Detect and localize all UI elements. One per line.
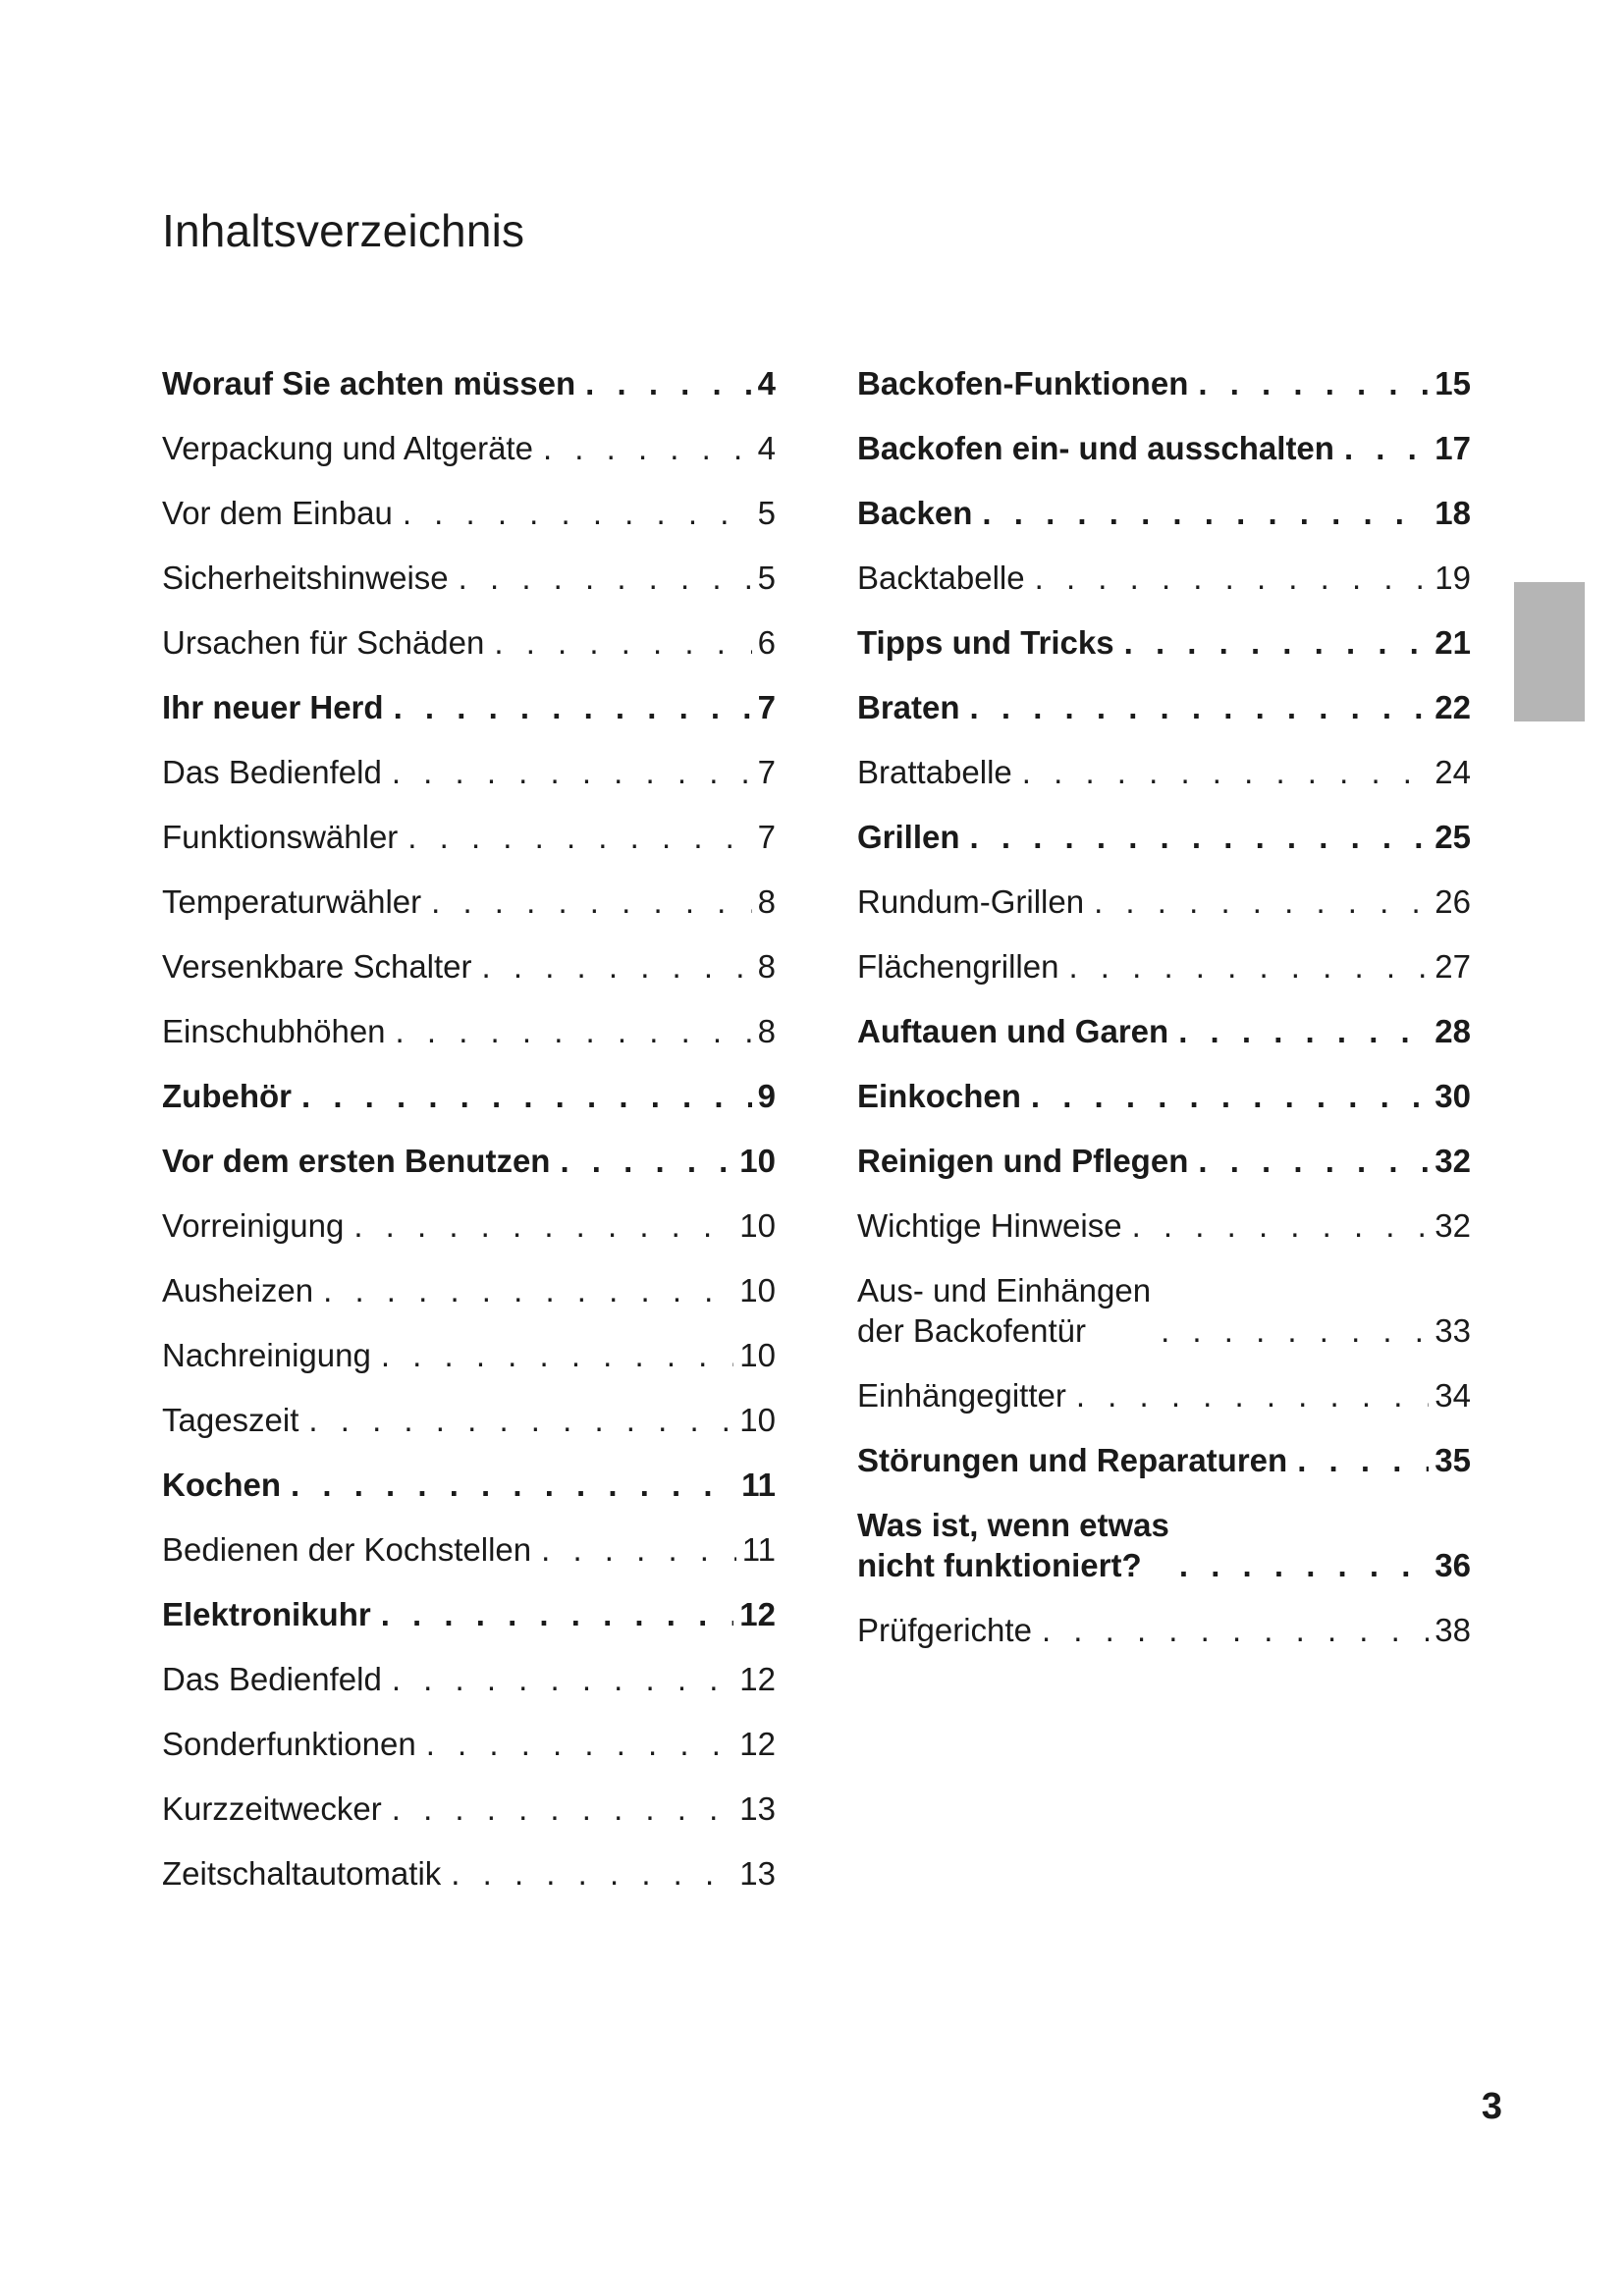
toc-entry-title — [162, 1465, 281, 1505]
toc-entry — [857, 1116, 1471, 1181]
toc-entry-page: 33 — [1435, 1312, 1471, 1349]
toc-entry-page: 13 — [739, 1855, 776, 1892]
dot-leader — [482, 946, 752, 987]
toc-entry-label: Versenkbare Schalter — [162, 948, 472, 985]
toc-entry-title — [857, 1141, 1188, 1181]
toc-entry — [857, 792, 1471, 857]
toc-entry-page: 4 — [757, 430, 776, 466]
toc-entry-label: Elektronikuhr — [162, 1596, 371, 1632]
toc-entry-title — [857, 493, 972, 533]
dot-leader — [323, 1270, 733, 1310]
toc-entry-label: Backtabelle — [857, 560, 1025, 596]
toc-entry-label: Ausheizen — [162, 1272, 314, 1308]
toc-entry — [857, 598, 1471, 663]
toc-entry — [162, 1181, 776, 1246]
toc-entry — [857, 1585, 1471, 1650]
toc-entry-page: 12 — [739, 1726, 776, 1762]
toc-entry-page: 5 — [757, 495, 776, 531]
toc-entry — [857, 1051, 1471, 1116]
section-tab-marker — [1514, 582, 1585, 721]
dot-leader — [982, 493, 1429, 533]
toc-entry-label: Zubehör — [162, 1078, 292, 1114]
toc-entry — [162, 1570, 776, 1634]
toc-entry — [162, 339, 776, 403]
toc-entry-page: 7 — [757, 819, 776, 855]
toc-entry — [162, 1051, 776, 1116]
dot-leader — [1042, 1610, 1429, 1650]
toc-entry — [162, 533, 776, 598]
page-title: Inhaltsverzeichnis — [162, 205, 525, 256]
dot-leader — [1031, 1076, 1429, 1116]
toc-entry — [162, 922, 776, 987]
toc-entry-title — [857, 881, 1084, 922]
toc-entry-title — [162, 1335, 371, 1375]
toc-entry — [162, 1764, 776, 1829]
toc-entry-title — [162, 1205, 344, 1246]
dot-leader — [1094, 881, 1429, 922]
toc-entry — [162, 1116, 776, 1181]
dot-leader — [543, 428, 752, 468]
toc-entry-label: Reinigen und Pflegen — [857, 1143, 1189, 1179]
toc-entry — [857, 1181, 1471, 1246]
toc-entry-page: 13 — [739, 1790, 776, 1827]
toc-entry-label: Rundum-Grillen — [857, 883, 1085, 920]
toc-entry-title — [162, 363, 575, 403]
toc-entry — [162, 1634, 776, 1699]
toc-entry-title — [857, 1505, 1169, 1585]
toc-entry-label: Backen — [857, 495, 973, 531]
toc-entry-title — [162, 1594, 371, 1634]
toc-entry-title — [162, 428, 533, 468]
toc-entry-label: Worauf Sie achten müssen — [162, 365, 576, 401]
toc-entry-page: 10 — [739, 1402, 776, 1438]
dot-leader — [1344, 428, 1429, 468]
toc-entry-page: 9 — [757, 1078, 776, 1114]
toc-entry — [857, 663, 1471, 727]
toc-entry-page: 30 — [1435, 1078, 1471, 1114]
dot-leader — [494, 622, 751, 663]
dot-leader — [1035, 558, 1430, 598]
dot-leader — [1124, 622, 1430, 663]
toc-entry-label: nicht funktioniert? — [857, 1547, 1142, 1583]
dot-leader — [1198, 1141, 1429, 1181]
toc-entry-page: 32 — [1435, 1207, 1471, 1244]
toc-entry-page: 18 — [1435, 495, 1471, 531]
dot-leader — [585, 363, 751, 403]
toc-entry-label: Verpackung und Altgeräte — [162, 430, 533, 466]
toc-entry-label: Backofen-Funktionen — [857, 365, 1189, 401]
toc-entry-label: Sicherheitshinweise — [162, 560, 449, 596]
toc-entry-page: 10 — [739, 1143, 776, 1179]
toc-entry-label: Das Bedienfeld — [162, 754, 382, 790]
toc-entry-page: 24 — [1435, 754, 1471, 790]
toc-entry-label: Kurzzeitwecker — [162, 1790, 382, 1827]
dot-leader — [1132, 1205, 1430, 1246]
toc-entry-page: 10 — [739, 1337, 776, 1373]
toc-entry-page: 4 — [757, 365, 776, 401]
toc-entry-label-lead: Was ist, wenn etwas — [857, 1507, 1169, 1543]
dot-leader — [396, 1011, 752, 1051]
toc-entry-label: Backofen ein- und ausschalten — [857, 430, 1334, 466]
toc-entry — [162, 1246, 776, 1310]
toc-entry-page: 38 — [1435, 1612, 1471, 1648]
toc-entry — [857, 922, 1471, 987]
dot-leader — [1198, 363, 1429, 403]
dot-leader — [403, 493, 752, 533]
toc-entry-title — [857, 363, 1188, 403]
dot-leader — [392, 1659, 733, 1699]
dot-leader — [1297, 1440, 1429, 1480]
toc-entry-label: Temperaturwähler — [162, 883, 422, 920]
toc-entry — [857, 1415, 1471, 1480]
toc-entry — [162, 727, 776, 792]
toc-entry-title — [162, 493, 393, 533]
toc-entry-page: 12 — [739, 1661, 776, 1697]
toc-entry-label: Störungen und Reparaturen — [857, 1442, 1288, 1478]
dot-leader — [1022, 752, 1430, 792]
dot-leader — [308, 1400, 733, 1440]
toc-entry-page: 7 — [757, 754, 776, 790]
toc-entry — [162, 1699, 776, 1764]
toc-entry-title — [857, 817, 960, 857]
toc-entry — [162, 663, 776, 727]
toc-entry-title — [857, 1011, 1168, 1051]
toc-entry-title — [857, 622, 1114, 663]
toc-entry — [857, 727, 1471, 792]
toc-entry — [857, 987, 1471, 1051]
toc-entry-title — [162, 881, 421, 922]
toc-entry-title — [162, 622, 484, 663]
toc-entry-title — [162, 1853, 441, 1894]
toc-entry-label: Vor dem ersten Benutzen — [162, 1143, 551, 1179]
toc-entry-page: 17 — [1435, 430, 1471, 466]
toc-entry — [162, 1829, 776, 1894]
toc-entry-title — [162, 1400, 298, 1440]
toc-entry-page: 19 — [1435, 560, 1471, 596]
dot-leader — [541, 1529, 736, 1570]
toc-entry-label-lead: Aus- und Einhängen — [857, 1272, 1152, 1308]
dot-leader — [970, 817, 1430, 857]
toc-entry-page: 8 — [757, 883, 776, 920]
toc-entry-title — [162, 946, 472, 987]
toc-entry-label: Funktionswähler — [162, 819, 399, 855]
dot-leader — [291, 1465, 735, 1505]
toc-entry — [162, 792, 776, 857]
toc-entry-label: Einkochen — [857, 1078, 1021, 1114]
toc-entry-page: 11 — [741, 1467, 776, 1503]
toc-entry-title — [162, 687, 384, 727]
dot-leader — [1161, 1310, 1429, 1351]
dot-leader — [970, 687, 1430, 727]
toc-entry-label: Flächengrillen — [857, 948, 1059, 985]
toc-entry-label: Kochen — [162, 1467, 282, 1503]
toc-entry-page: 26 — [1435, 883, 1471, 920]
toc-entry — [857, 1246, 1471, 1351]
toc-entry-page: 15 — [1435, 365, 1471, 401]
toc-entry-title — [857, 1270, 1151, 1351]
toc-entry — [857, 857, 1471, 922]
dot-leader — [392, 1789, 734, 1829]
toc-entry-label: Ihr neuer Herd — [162, 689, 384, 725]
toc-entry — [857, 1351, 1471, 1415]
toc-entry-title — [162, 752, 382, 792]
dot-leader — [431, 881, 752, 922]
toc-entry-label: Bedienen der Kochstellen — [162, 1531, 532, 1568]
dot-leader — [426, 1724, 734, 1764]
toc-entry-title — [857, 1440, 1287, 1480]
dot-leader — [301, 1076, 752, 1116]
toc-entry-title — [162, 558, 449, 598]
toc-entry-title — [857, 1205, 1122, 1246]
toc-entry — [857, 533, 1471, 598]
toc-entry-page: 27 — [1435, 948, 1471, 985]
toc-entry-label: Einhängegitter — [857, 1377, 1066, 1414]
toc-entry-title — [162, 1529, 531, 1570]
toc-entry-title — [857, 752, 1012, 792]
toc-entry-label: Zeitschaltautomatik — [162, 1855, 442, 1892]
toc-entry — [857, 468, 1471, 533]
toc-left-column — [162, 339, 776, 1894]
toc-entry-page: 25 — [1435, 819, 1471, 855]
toc-entry-title — [857, 558, 1025, 598]
toc-entry-title — [857, 1610, 1032, 1650]
toc-entry — [857, 403, 1471, 468]
toc-entry-label: Tipps und Tricks — [857, 624, 1114, 661]
toc-entry-page: 8 — [757, 948, 776, 985]
toc-entry-label: Ursachen für Schäden — [162, 624, 485, 661]
toc-entry-title — [162, 1789, 382, 1829]
toc-entry-page: 6 — [757, 624, 776, 661]
toc-entry-page: 34 — [1435, 1377, 1471, 1414]
toc-entry-page: 5 — [757, 560, 776, 596]
toc-entry — [162, 468, 776, 533]
dot-leader — [353, 1205, 733, 1246]
toc-entry-label: Brattabelle — [857, 754, 1012, 790]
toc-entry-label: Einschubhöhen — [162, 1013, 386, 1049]
toc-entry — [162, 403, 776, 468]
toc-entry-label: Vor dem Einbau — [162, 495, 393, 531]
toc-entry-label: Das Bedienfeld — [162, 1661, 382, 1697]
toc-entry-page: 22 — [1435, 689, 1471, 725]
dot-leader — [560, 1141, 733, 1181]
toc-entry — [162, 598, 776, 663]
dot-leader — [1068, 946, 1429, 987]
dot-leader — [381, 1335, 733, 1375]
toc-entry — [162, 857, 776, 922]
dot-leader — [459, 558, 752, 598]
toc-entry-label: der Backofentür — [857, 1312, 1086, 1349]
toc-entry — [857, 339, 1471, 403]
dot-leader — [407, 817, 751, 857]
toc-entry-page: 11 — [741, 1531, 776, 1568]
toc-entry — [162, 1375, 776, 1440]
toc-entry — [162, 1310, 776, 1375]
toc-entry-page: 7 — [757, 689, 776, 725]
page-number: 3 — [1481, 2086, 1502, 2127]
dot-leader — [1178, 1011, 1429, 1051]
dot-leader — [451, 1853, 733, 1894]
toc-entry-page: 36 — [1435, 1547, 1471, 1583]
toc-entry-title — [162, 1011, 386, 1051]
toc-entry-label: Braten — [857, 689, 960, 725]
toc-entry-page: 12 — [739, 1596, 776, 1632]
toc-right-column — [857, 339, 1471, 1650]
toc-entry-label: Tageszeit — [162, 1402, 299, 1438]
toc-entry-page: 8 — [757, 1013, 776, 1049]
toc-entry-title — [857, 428, 1334, 468]
toc-entry-label: Vorreinigung — [162, 1207, 345, 1244]
toc-entry-label: Wichtige Hinweise — [857, 1207, 1122, 1244]
toc-entry-title — [857, 687, 960, 727]
toc-entry-label: Sonderfunktionen — [162, 1726, 416, 1762]
dot-leader — [1179, 1545, 1429, 1585]
toc-entry-page: 35 — [1435, 1442, 1471, 1478]
toc-entry-title — [162, 1659, 382, 1699]
toc-entry-title — [857, 1375, 1066, 1415]
toc-entry — [162, 1440, 776, 1505]
toc-entry-title — [857, 946, 1058, 987]
dot-leader — [394, 687, 752, 727]
toc-entry-title — [857, 1076, 1021, 1116]
toc-entry-title — [162, 1141, 550, 1181]
toc-entry-page: 32 — [1435, 1143, 1471, 1179]
toc-entry-label: Auftauen und Garen — [857, 1013, 1169, 1049]
toc-entry-title — [162, 1270, 313, 1310]
toc-entry-title — [162, 1076, 292, 1116]
toc-entry-page: 10 — [739, 1207, 776, 1244]
toc-entry-title — [162, 817, 398, 857]
dot-leader — [1076, 1375, 1429, 1415]
toc-entry — [857, 1480, 1471, 1585]
toc-entry-page: 28 — [1435, 1013, 1471, 1049]
toc-entry-page: 21 — [1435, 624, 1471, 661]
dot-leader — [392, 752, 752, 792]
toc-entry-title — [162, 1724, 416, 1764]
dot-leader — [381, 1594, 734, 1634]
toc-entry — [162, 987, 776, 1051]
toc-entry-page: 10 — [739, 1272, 776, 1308]
toc-entry-label: Grillen — [857, 819, 960, 855]
toc-entry — [162, 1505, 776, 1570]
toc-entry-label: Nachreinigung — [162, 1337, 371, 1373]
toc-entry-label: Prüfgerichte — [857, 1612, 1032, 1648]
